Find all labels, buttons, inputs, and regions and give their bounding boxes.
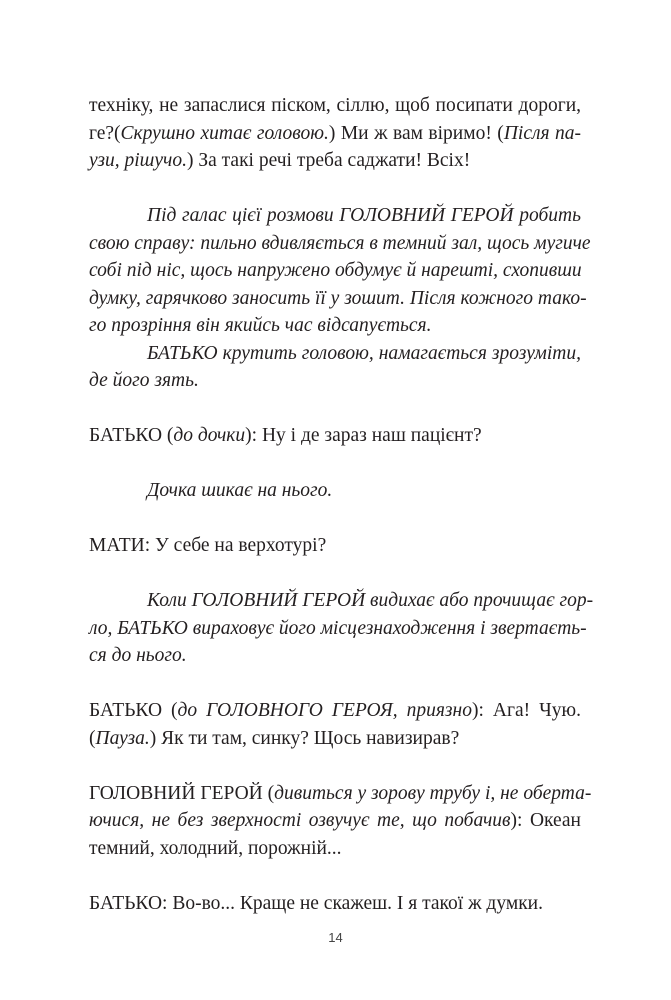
text-line [89,780,592,808]
italic-text: Пауза. [95,727,150,749]
page-body [89,92,594,917]
text-line [89,725,581,753]
paragraph-gap [89,862,581,890]
text: техніку, не запаслися піском, сіллю, щоб посипати дороги, [89,95,581,116]
text-line [89,92,581,120]
italic-text: Скрушно хитає головою. [120,122,329,144]
text: ): Океан [510,810,581,831]
stage-direction [89,587,594,670]
text: ): Ага! Чую. [471,700,581,721]
text: ГОЛОВНИЙ ГЕРОЙ ( [89,782,275,804]
text-line [89,422,581,450]
text-line [89,477,581,505]
italic-text: Дочка шикає на нього. [147,480,333,501]
italic-text: БАТЬКО крутить головою, намагається зрозуміти, [147,342,581,364]
stage-direction [89,202,591,395]
italic-text: собі під ніс, щось напружено обдумує й нарешті, схопивши [89,260,582,281]
text: ) Як ти там, синку? Щось навизирав? [149,727,460,749]
text-line [89,367,581,395]
italic-text: го прозріння він якийсь час відсапується. [89,315,432,336]
dialogue-paragraph [89,780,592,863]
text-line [89,835,581,863]
paragraph-gap [89,450,581,478]
italic-text: дивиться у зорову трубу і, не оберта- [274,782,592,804]
italic-text: ло, БАТЬКО вираховує його місцезнаходження і звертаєть- [89,617,587,639]
italic-text: думку, гарячково заносить її у зошит. Після кожного тако- [89,287,587,309]
stage-direction [89,477,581,505]
text-line [89,230,591,258]
paragraph-gap [89,670,581,698]
text-line [89,807,581,835]
text: БАТЬКО: Во-во... Краще не скажеш. І я такої ж думки. [89,892,543,914]
paragraph-gap [89,560,581,588]
paragraph-gap [89,175,581,203]
italic-text: Коли ГОЛОВНИЙ ГЕРОЙ видихає або прочищає гор- [147,590,594,611]
text: БАТЬКО ( [89,425,174,446]
text-line [89,120,581,148]
dialogue-paragraph [89,422,581,450]
text: ): Ну і де зараз наш пацієнт? [245,425,482,446]
italic-text: Під галас цієї розмови ГОЛОВНИЙ ГЕРОЙ робить [147,205,581,226]
text: ( [89,727,96,749]
italic-text: Після па- [503,122,582,144]
text: МАТИ: У себе на верхотурі? [89,535,327,556]
dialogue-paragraph [89,890,581,918]
paragraph-gap [89,752,581,780]
text-line [89,285,587,313]
text-line [89,697,581,725]
text-line [89,257,581,285]
page-number: 14 [328,930,343,945]
paragraph-gap [89,395,581,423]
text-line [89,890,581,918]
italic-text: ся до нього. [89,645,187,666]
italic-text: до ГОЛОВНОГО ГЕРОЯ, приязно [177,700,472,721]
italic-text: де його зять. [89,370,199,391]
text-line [89,615,587,643]
text-line [89,642,581,670]
text: ) За такі речі треба саджати! Всіх! [186,150,471,171]
text: ) Ми ж вам віримо! ( [328,122,504,144]
text-line [89,312,581,340]
italic-text: до дочки [173,425,246,446]
italic-text: свою справу: пильно вдивляється в темний зал, щось мугиче [89,232,591,254]
text-line [89,532,581,560]
text: БАТЬКО ( [89,700,178,721]
text-line [89,587,594,615]
italic-text: узи, рішучо. [89,150,187,171]
italic-text: ючися, не без зверхності озвучує те, що побачив [89,810,511,831]
dialogue-paragraph [89,92,581,175]
text-line [89,147,581,175]
text-line [89,202,581,230]
text: темний, холодний, порожній... [89,837,342,859]
text: ге?( [89,122,121,144]
dialogue-paragraph [89,532,581,560]
dialogue-paragraph [89,697,581,752]
paragraph-gap [89,505,581,533]
text-line [89,340,581,368]
